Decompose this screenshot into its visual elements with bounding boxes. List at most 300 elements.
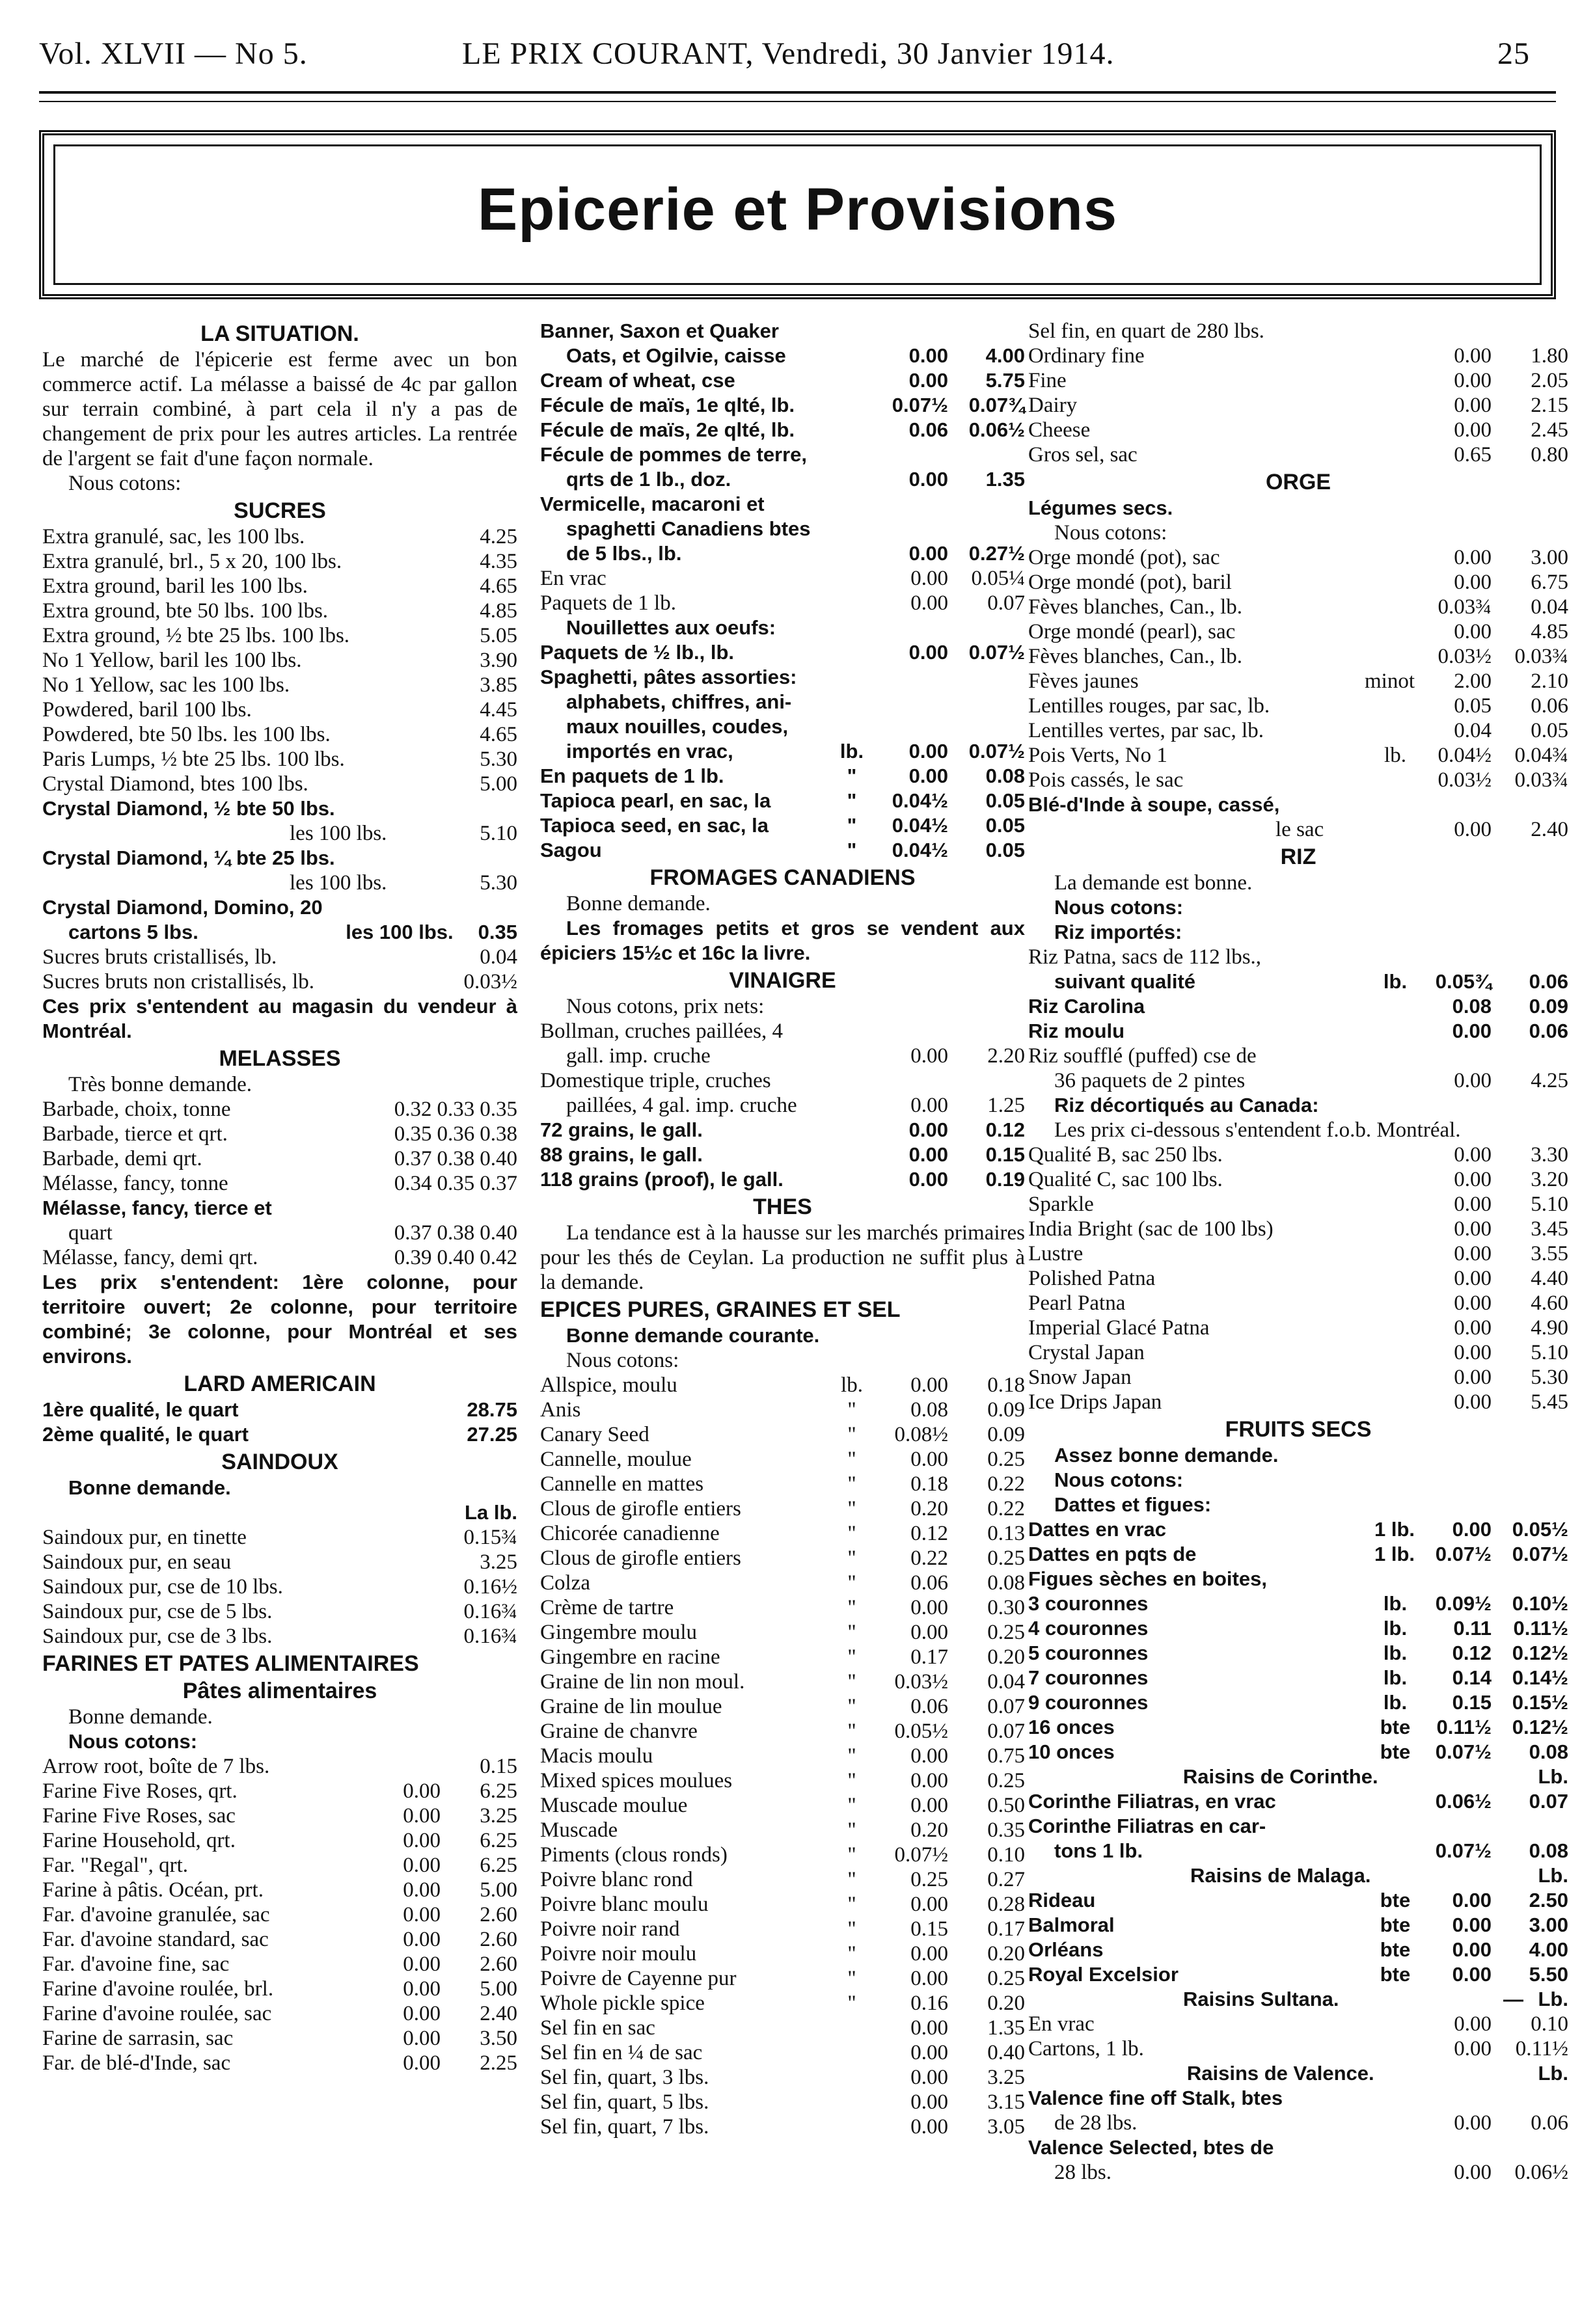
ble-b: 2.40	[1531, 818, 1568, 841]
figues-line: Figues sèches en boites,	[1028, 1567, 1267, 1590]
fruits-heading: FRUITS SECS	[1225, 1417, 1372, 1442]
malaga-title: Raisins de Malaga.	[1190, 1864, 1371, 1887]
item-price: 0.03½	[894, 1670, 948, 1694]
item-label: Far. d'avoine standard, sac	[42, 1928, 269, 1951]
item-price: 0.07½	[894, 1843, 948, 1867]
price-row	[1028, 1365, 1568, 1390]
item-price: 4.35	[480, 550, 517, 573]
item-price: 0.00	[403, 2002, 441, 2025]
item-label: 72 grains, le gall.	[540, 1118, 703, 1141]
riz-dec-note: Les prix ci-dessous s'entendent f.o.b. Montréal.	[1054, 1118, 1461, 1142]
melasses-quart-c: 0.40	[480, 1221, 517, 1245]
item-price: 2.00	[1454, 669, 1492, 693]
item-price: 5.00	[480, 1977, 517, 2001]
price-row	[42, 549, 517, 574]
item-unit: "	[847, 1868, 856, 1891]
item-price: 6.25	[480, 1829, 517, 1852]
ble-unit: le sac	[1275, 818, 1324, 841]
pommes-a: 0.00	[908, 468, 948, 491]
item-price: 1.80	[1531, 344, 1568, 368]
item-price: 0.15¾	[463, 1526, 517, 1549]
volume-number: Vol. XLVII — No 5.	[39, 36, 308, 71]
item-price: 0.15½	[1512, 1691, 1568, 1714]
item-price: 3.20	[1531, 1168, 1568, 1191]
item-price: 3.30	[1531, 1143, 1568, 1167]
price-row	[1028, 1266, 1568, 1291]
farines-sub: Pâtes alimentaires	[182, 1679, 377, 1703]
item-price: 0.16¾	[463, 1600, 517, 1623]
item-label: Barbade, choix, tonne	[42, 1098, 231, 1121]
sucres-cd2: Crystal Diamond, ¼ bte 25 lbs.	[42, 846, 335, 869]
item-label: Barbade, tierce et qrt.	[42, 1122, 228, 1146]
item-price: 0.05½	[1512, 1518, 1568, 1541]
item-unit: "	[847, 1769, 856, 1792]
item-unit: lb.	[841, 1373, 863, 1397]
item-price: 4.65	[480, 574, 517, 598]
price-row	[540, 368, 1025, 393]
bollman-a: 0.00	[910, 1044, 948, 1068]
price-row	[42, 747, 517, 772]
item-price: 0.03½	[1438, 645, 1492, 668]
pommes-row	[540, 467, 1025, 492]
item-price: 0.06	[908, 418, 948, 441]
vinaigre-list	[540, 1118, 1025, 1192]
item-price: 2.25	[480, 2051, 517, 2075]
item-price: 0.03¾	[1514, 768, 1568, 792]
banner-label: Oats, et Ogilvie, caisse	[566, 344, 786, 367]
price-row	[540, 418, 1025, 442]
vermi-label: de 5 lbs., lb.	[566, 542, 682, 565]
item-price: 0.00	[1452, 1938, 1492, 1961]
item-price: 0.22	[987, 1497, 1025, 1520]
item-price: 4.65	[480, 723, 517, 746]
item-label: Sucres bruts cristallisés, lb.	[42, 945, 277, 969]
item-unit: "	[847, 1720, 856, 1743]
item-price: 0.07½	[1435, 1740, 1492, 1763]
item-label: Fèves jaunes	[1028, 669, 1139, 693]
item-price: 0.37	[394, 1147, 432, 1170]
price-row	[540, 1941, 1025, 1966]
item-price: 0.00	[910, 2115, 948, 2139]
item-price: 0.37	[480, 1172, 517, 1195]
sultana-list	[1028, 2012, 1568, 2061]
item-label: Sel fin en ¼ de sac	[540, 2041, 703, 2064]
riz-demand: La demande est bonne.	[1054, 871, 1253, 895]
pates-list-3	[540, 764, 1025, 863]
item-label: Orléans	[1028, 1938, 1104, 1961]
item-label: Muscade	[540, 1818, 618, 1842]
item-label: Extra ground, baril les 100 lbs.	[42, 574, 308, 598]
vermi-row	[540, 541, 1025, 566]
melasses-list	[42, 1097, 517, 1196]
item-unit: "	[847, 1596, 856, 1619]
price-row	[540, 2090, 1025, 2115]
item-price: 0.00	[1452, 1889, 1492, 1912]
item-price: 2.60	[480, 1903, 517, 1926]
item-price: 0.17	[910, 1645, 948, 1669]
item-price: 0.05	[985, 839, 1025, 861]
item-price: 0.00	[1454, 1143, 1492, 1167]
price-row	[42, 969, 517, 994]
price-row	[42, 648, 517, 673]
price-row	[42, 1804, 517, 1828]
price-row	[1028, 768, 1568, 792]
item-label: Lentilles vertes, par sac, lb.	[1028, 719, 1264, 742]
item-price: 0.08	[1529, 1740, 1568, 1763]
price-row	[42, 1853, 517, 1878]
item-label: Clous de girofle entiers	[540, 1547, 741, 1570]
situation-heading: LA SITUATION.	[200, 321, 359, 346]
valence-selected-a: 0.00	[1454, 2161, 1492, 2184]
price-row	[1028, 1913, 1568, 1938]
spaghetti-a: 0.00	[908, 740, 948, 763]
sucres-cd2-row	[42, 871, 517, 895]
domestique-row	[540, 1093, 1025, 1118]
item-price: 0.28	[987, 1893, 1025, 1916]
price-row	[540, 1472, 1025, 1496]
item-price: 0.35	[987, 1818, 1025, 1842]
item-price: 0.00	[910, 567, 948, 590]
price-row	[1028, 1542, 1568, 1567]
price-row	[1028, 1241, 1568, 1266]
item-price: 2.10	[1531, 669, 1568, 693]
item-label: Muscade moulue	[540, 1794, 688, 1817]
sucres-cd3-sub2: les 100 lbs.	[346, 921, 454, 943]
item-label: Colza	[540, 1571, 590, 1595]
orge-heading: ORGE	[1265, 470, 1331, 494]
item-unit: "	[847, 1917, 856, 1941]
item-price: 0.10½	[1512, 1592, 1568, 1615]
item-label: 10 onces	[1028, 1740, 1115, 1763]
item-price: 0.07¾	[968, 394, 1025, 416]
price-row	[1028, 1962, 1568, 1987]
price-row	[1028, 669, 1568, 694]
item-price: 1.35	[987, 2016, 1025, 2040]
item-label: Sel fin, quart, 3 lbs.	[540, 2066, 709, 2089]
fruits-cotons: Nous cotons:	[1054, 1468, 1184, 1491]
price-row	[42, 1574, 517, 1599]
item-label: Fécule de maïs, 2e qlté, lb.	[540, 418, 795, 441]
item-unit: lb.	[1383, 1691, 1408, 1714]
item-price: 2.60	[480, 1952, 517, 1976]
item-price: 3.15	[987, 2090, 1025, 2114]
price-row	[540, 1521, 1025, 1546]
item-label: No 1 Yellow, baril les 100 lbs.	[42, 649, 302, 672]
item-price: 0.33	[437, 1098, 475, 1121]
sel-list	[1028, 344, 1568, 467]
item-price: 4.85	[480, 599, 517, 623]
item-price: 5.10	[1531, 1193, 1568, 1216]
item-price: 0.65	[1454, 443, 1492, 466]
price-row	[1028, 2036, 1568, 2061]
item-price: 0.00	[403, 1804, 441, 1828]
saindoux-list	[42, 1525, 517, 1649]
item-price: 0.09	[987, 1398, 1025, 1422]
item-price: 0.10	[987, 1843, 1025, 1867]
item-price: 0.00	[1454, 394, 1492, 417]
price-row	[42, 1550, 517, 1574]
item-price: 0.07½	[892, 394, 948, 416]
item-price: 0.00	[910, 1373, 948, 1397]
farines-cotons: Nous cotons:	[68, 1730, 198, 1753]
item-label: 9 couronnes	[1028, 1691, 1149, 1714]
item-label: Arrow root, boîte de 7 lbs.	[42, 1755, 270, 1778]
item-price: 0.15	[985, 1143, 1025, 1166]
orge-list	[1028, 545, 1568, 792]
epices-demand: Bonne demande courante.	[566, 1324, 820, 1347]
item-price: 6.25	[480, 1854, 517, 1877]
thes-heading: THES	[753, 1195, 812, 1219]
item-label: Clous de girofle entiers	[540, 1497, 741, 1520]
price-row	[42, 1097, 517, 1122]
item-label: India Bright (sac de 100 lbs)	[1028, 1217, 1274, 1241]
item-label: Orge mondé (pearl), sac	[1028, 620, 1236, 643]
item-label: Cheese	[1028, 418, 1091, 442]
item-price: 0.13	[987, 1522, 1025, 1545]
item-unit: lb.	[1384, 744, 1406, 767]
price-row	[42, 1952, 517, 1977]
item-label: Pois Verts, No 1	[1028, 744, 1167, 767]
item-price: 0.12	[985, 1118, 1025, 1141]
ble-a: 0.00	[1454, 818, 1492, 841]
item-price: 2.40	[480, 2002, 517, 2025]
item-price: 0.07½	[1512, 1543, 1568, 1565]
filiatras-cartons-a: 0.07½	[1435, 1839, 1492, 1862]
item-label: 88 grains, le gall.	[540, 1143, 703, 1166]
item-price: 0.00	[403, 1928, 441, 1951]
price-row	[1028, 1715, 1568, 1740]
price-row	[540, 1694, 1025, 1719]
item-price: 0.00	[910, 1794, 948, 1817]
price-row	[1028, 1390, 1568, 1414]
item-label: Graine de lin moulue	[540, 1695, 722, 1718]
item-price: 0.00	[1454, 546, 1492, 569]
item-label: Cannelle en mattes	[540, 1472, 704, 1496]
domestique-a: 0.00	[910, 1094, 948, 1117]
item-unit: "	[847, 1670, 856, 1694]
banner-b: 4.00	[985, 344, 1025, 367]
item-price: 0.19	[985, 1168, 1025, 1191]
filiatras-label: Corinthe Filiatras, en vrac	[1028, 1790, 1276, 1813]
figues-list	[1028, 1591, 1568, 1764]
item-price: 0.05¼	[971, 567, 1025, 590]
item-label: 7 couronnes	[1028, 1666, 1149, 1689]
item-price: 0.00	[1454, 2037, 1492, 2061]
item-label: Tapioca seed, en sac, la	[540, 814, 769, 837]
item-price: 5.45	[1531, 1390, 1568, 1414]
sucres-cd2-val: 5.30	[480, 871, 517, 895]
price-row	[540, 1991, 1025, 2016]
item-label: Poivre blanc rond	[540, 1868, 693, 1891]
melasses-quart: quart	[68, 1221, 113, 1245]
item-unit: "	[847, 1448, 856, 1471]
nouillettes-line: Nouillettes aux oeufs:	[566, 616, 776, 639]
sucres-list-2	[42, 945, 517, 994]
item-label: Dairy	[1028, 394, 1078, 417]
sultana-title: Raisins Sultana.	[1183, 1988, 1339, 2010]
price-row	[540, 1744, 1025, 1768]
item-label: Farine Household, qrt.	[42, 1829, 236, 1852]
item-price: 0.05	[985, 814, 1025, 837]
item-label: Poivre de Cayenne pur	[540, 1967, 737, 1990]
item-price: 0.00	[908, 1118, 948, 1141]
melasses-heading: MELASSES	[219, 1046, 341, 1071]
price-row	[1028, 344, 1568, 368]
item-price: 0.00	[403, 1878, 441, 1902]
item-price: 0.38	[437, 1147, 475, 1170]
price-row	[540, 1167, 1025, 1192]
filiatras-cartons-label: tons 1 lb.	[1054, 1839, 1143, 1862]
item-price: 3.85	[480, 673, 517, 697]
item-price: 0.12	[1452, 1642, 1492, 1664]
item-price: 0.06½	[968, 418, 1025, 441]
item-unit: bte	[1380, 1963, 1411, 1986]
item-price: 0.00	[403, 1903, 441, 1926]
item-price: 3.00	[1531, 546, 1568, 569]
item-label: En vrac	[540, 567, 607, 590]
item-label: Cream of wheat, cse	[540, 369, 735, 392]
item-label: Whole pickle spice	[540, 1992, 705, 2015]
price-row	[42, 1624, 517, 1649]
item-label: 1ère qualité, le quart	[42, 1398, 239, 1421]
item-label: Dattes en pqts de	[1028, 1543, 1197, 1565]
item-label: Saindoux pur, en tinette	[42, 1526, 247, 1549]
item-price: 0.00	[910, 1621, 948, 1644]
price-row	[1028, 1740, 1568, 1764]
price-row	[42, 697, 517, 722]
item-unit: lb.	[1383, 1617, 1408, 1640]
price-row	[1028, 1019, 1568, 1044]
item-price: 3.25	[480, 1550, 517, 1574]
item-label: Mixed spices moulues	[540, 1769, 733, 1792]
price-row	[1028, 619, 1568, 644]
item-label: Ice Drips Japan	[1028, 1390, 1162, 1414]
filiatras-cartons-b: 0.08	[1529, 1839, 1568, 1862]
item-price: 27.25	[467, 1423, 517, 1446]
item-price: 0.00	[910, 1596, 948, 1619]
item-price: 0.38	[480, 1122, 517, 1146]
price-row	[42, 2001, 517, 2026]
item-price: 0.00	[403, 1854, 441, 1877]
item-label: Qualité B, sac 250 lbs.	[1028, 1143, 1223, 1167]
epices-cotons: Nous cotons:	[566, 1349, 679, 1372]
item-price: 0.20	[987, 1645, 1025, 1669]
item-label: Tapioca pearl, en sac, la	[540, 789, 771, 812]
item-price: 0.18	[987, 1373, 1025, 1397]
price-row	[1028, 1167, 1568, 1192]
item-price: 0.00	[1454, 2012, 1492, 2036]
item-price: 0.04½	[892, 839, 948, 861]
item-price: 0.40	[480, 1147, 517, 1170]
price-row	[1028, 1316, 1568, 1340]
item-unit: "	[847, 1398, 856, 1422]
banner-row	[540, 344, 1025, 368]
item-price: 0.17	[987, 1917, 1025, 1941]
price-row	[42, 945, 517, 969]
item-price: 0.09	[987, 1423, 1025, 1446]
title-box	[39, 130, 1556, 299]
item-label: Crème de tartre	[540, 1596, 674, 1619]
price-row	[1028, 545, 1568, 570]
item-label: Sel fin en sac	[540, 2016, 655, 2040]
item-label: Extra granulé, sac, les 100 lbs.	[42, 525, 305, 548]
price-row	[1028, 595, 1568, 619]
item-price: 0.18	[910, 1472, 948, 1496]
page-header	[39, 36, 1556, 81]
price-row	[42, 2051, 517, 2075]
item-label: Powdered, bte 50 lbs. les 100 lbs.	[42, 723, 331, 746]
valence-fine-row	[1028, 2111, 1568, 2135]
filiatras-cartons-row	[1028, 1839, 1568, 1863]
melasses-quart-b: 0.38	[437, 1221, 475, 1245]
item-price: 0.14	[1452, 1666, 1492, 1689]
item-price: 6.75	[1531, 571, 1568, 594]
item-price: 0.00	[1454, 1242, 1492, 1265]
item-price: 0.00	[1454, 571, 1492, 594]
item-unit: "	[847, 1967, 856, 1990]
item-price: 0.35	[480, 1098, 517, 1121]
price-row	[540, 1422, 1025, 1447]
item-price: 0.27	[987, 1868, 1025, 1891]
thes-text: La tendance est à la hausse sur les marchés primaires pour les thés de Ceylan. La production ne suffit plus à la demande.	[540, 1221, 1025, 1294]
dattes-list	[1028, 1517, 1568, 1567]
item-price: 0.12	[910, 1522, 948, 1545]
item-price: 0.00	[403, 1977, 441, 2001]
item-label: Farine à pâtis. Océan, prt.	[42, 1878, 264, 1902]
item-price: 0.25	[910, 1868, 948, 1891]
lard-list	[42, 1398, 517, 1447]
item-price: 0.00	[1454, 1341, 1492, 1364]
item-price: 0.25	[987, 1621, 1025, 1644]
item-unit: "	[847, 1794, 856, 1817]
riz-souffle-a: 0.00	[1454, 1069, 1492, 1092]
item-unit: "	[847, 814, 857, 837]
item-label: Sucres bruts non cristallisés, lb.	[42, 970, 314, 993]
item-label: Fécule de maïs, 1e qlté, lb.	[540, 394, 795, 416]
item-label: Crystal Japan	[1028, 1341, 1145, 1364]
lard-heading: LARD AMERICAIN	[184, 1371, 376, 1396]
item-label: Graine de lin non moul.	[540, 1670, 745, 1694]
price-row	[1028, 393, 1568, 418]
vinaigre-heading: VINAIGRE	[729, 968, 836, 993]
price-row	[42, 599, 517, 623]
item-price: 0.00	[1454, 369, 1492, 392]
price-row	[540, 1867, 1025, 1892]
price-row	[540, 566, 1025, 591]
item-price: 3.25	[987, 2066, 1025, 2089]
price-row	[540, 764, 1025, 789]
item-unit: "	[847, 1423, 856, 1446]
item-price: 0.08	[985, 764, 1025, 787]
price-row	[1028, 1340, 1568, 1365]
valence-fine-b: 0.06	[1531, 2111, 1568, 2135]
price-row	[1028, 368, 1568, 393]
item-unit: "	[847, 1843, 856, 1867]
ble-row	[1028, 817, 1568, 842]
item-label: Farine d'avoine roulée, sac	[42, 2002, 272, 2025]
item-label: Snow Japan	[1028, 1366, 1132, 1389]
item-unit: "	[847, 1942, 856, 1966]
vermi-a: 0.00	[908, 542, 948, 565]
item-price: 2.15	[1531, 394, 1568, 417]
column-3	[1028, 319, 1568, 2298]
spaghetti-line-2: alphabets, chiffres, ani-	[566, 690, 792, 713]
sucres-heading: SUCRES	[234, 498, 326, 523]
epices-heading: EPICES PURES, GRAINES ET SEL	[540, 1297, 901, 1322]
item-label: Lentilles rouges, par sac, lb.	[1028, 694, 1270, 718]
price-row	[42, 1171, 517, 1196]
riz-list-2	[1028, 1142, 1568, 1414]
